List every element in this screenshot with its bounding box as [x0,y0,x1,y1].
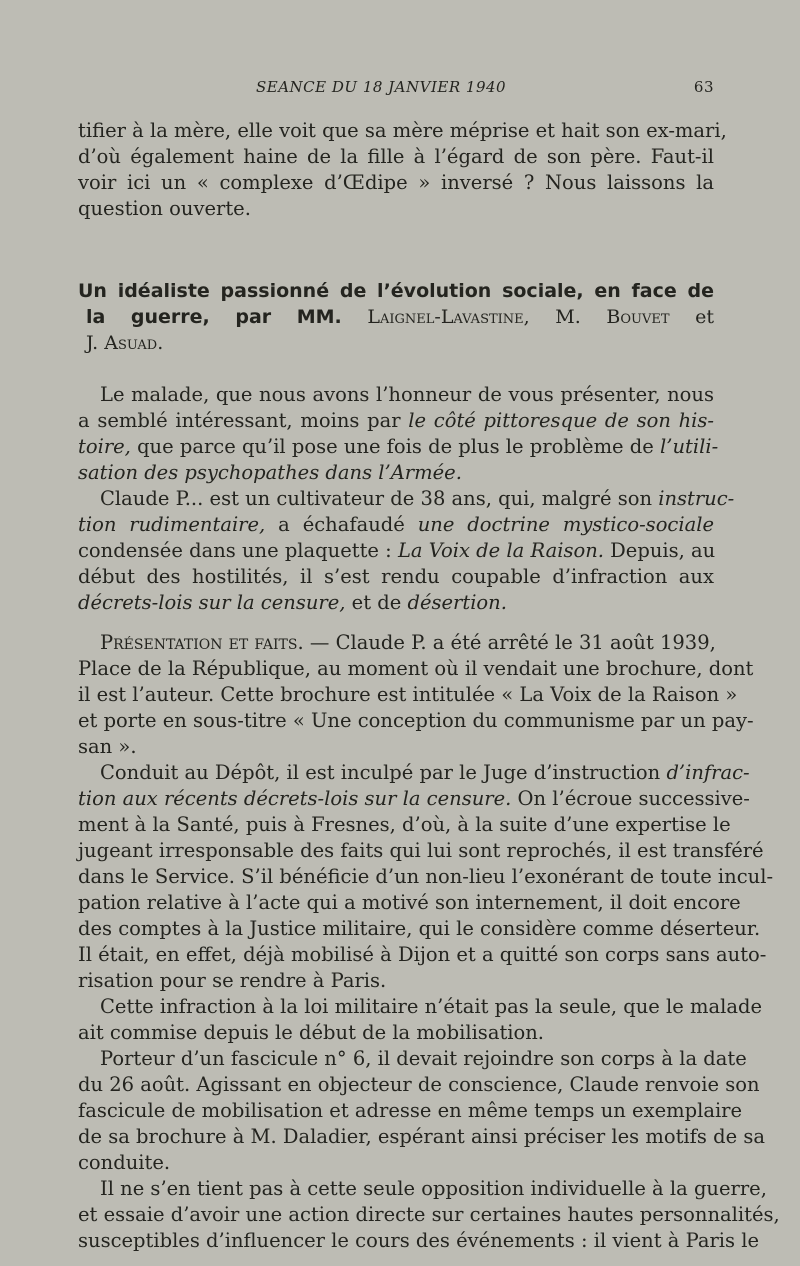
text-line: toire, que parce qu’il pose une fois de plus le problème de l’utili- [78,435,719,458]
running-head-title: SEANCE DU 18 JANVIER 1940 [256,78,507,96]
text-line: a semblé intéressant, moins par le côté pittoresque de son his- [78,409,715,432]
text-line: début des hostilités, il s’est rendu coupable d’infraction aux [78,565,714,588]
text-line: question ouverte. [78,197,251,220]
text-line: ment à la Santé, puis à Fresnes, d’où, à la suite d’une expertise le [78,813,731,836]
text-line: de sa brochure à M. Daladier, espérant ainsi préciser les motifs de sa [78,1125,765,1148]
text-line: il est l’auteur. Cette brochure est intitulée « La Voix de la Raison » [78,683,738,706]
paragraph [78,1176,780,1254]
text-line: dans le Service. S’il bénéficie d’un non-lieu l’exonérant de toute incul- [78,865,774,888]
heading-text: M. [555,306,581,328]
text-line: tion rudimentaire, a échafaudé une doctrine mystico-sociale [78,513,714,536]
page-number: 63 [693,78,714,96]
running-head [78,78,714,100]
text-line: Claude P... est un cultivateur de 38 ans, qui, malgré son instruc- [100,487,735,510]
article-heading [78,278,714,356]
author-name: Laignel-Lavastine, [367,306,530,328]
text-line: risation pour se rendre à Paris. [78,969,387,992]
section-title: Présentation et faits. [100,631,304,654]
text-line: fascicule de mobilisation et adresse en même temps un exemplaire [78,1099,743,1122]
text-line: sation des psychopathes dans l’Armée. [78,461,462,484]
text-line: susceptibles d’influencer le cours des événements : il vient à Paris le [78,1229,760,1252]
text-line: et essaie d’avoir une action directe sur certaines hautes personnalités, [78,1203,780,1226]
text-line: conduite. [78,1151,171,1174]
text-line: tifier à la mère, elle voit que sa mère méprise et hait son ex-mari, [78,119,727,142]
heading-line: Un idéaliste passionné de l’évolution sociale, en face de [78,280,714,302]
text-line: Le malade, que nous avons l’honneur de vous présenter, nous [100,383,714,406]
text-line: Place de la République, au moment où il vendait une brochure, dont [78,657,754,680]
text-line: ait commise depuis le début de la mobilisation. [78,1021,545,1044]
author-name: Bouvet [606,306,670,328]
paragraph [78,760,774,994]
heading-text: et [695,306,714,328]
text-line: condensée dans une plaquette : La Voix de la Raison. Depuis, au [78,539,716,562]
text-line: Porteur d’un fascicule n° 6, il devait rejoindre son corps à la date [100,1047,747,1070]
text-line: tion aux récents décrets-lois sur la censure. On l’écroue successive- [78,787,750,810]
paragraph-continuation [78,118,727,222]
text-line: Présentation et faits. — Claude P. a été arrêté le 31 août 1939, [100,631,716,654]
paragraph [78,630,754,760]
heading-text: la guerre, par MM. [86,306,342,328]
text-line: Cette infraction à la loi militaire n’était pas la seule, que le malade [100,995,763,1018]
text-line: Il était, en effet, déjà mobilisé à Dijon et a quitté son corps sans auto- [78,943,767,966]
text-line: jugeant irresponsable des faits qui lui sont reprochés, il est transféré [78,839,764,862]
text-line: Il ne s’en tient pas à cette seule opposition individuelle à la guerre, [100,1177,767,1200]
paragraph [78,994,763,1046]
text-line: voir ici un « complexe d’Œdipe » inversé ? Nous laissons la [78,171,714,194]
text-line: décrets-lois sur la censure, et de désertion. [78,591,507,614]
text-line: pation relative à l’acte qui a motivé son internement, il doit encore [78,891,741,914]
text-line: et porte en sous-titre « Une conception du communisme par un pay- [78,709,754,732]
text-line: d’où également haine de la fille à l’égard de son père. Faut-il [78,145,714,168]
heading-line [78,304,714,330]
text-line: Conduit au Dépôt, il est inculpé par le Juge d’instruction d’infrac- [100,761,750,784]
paragraph [78,486,735,616]
text-line: san ». [78,735,137,758]
text-line: des comptes à la Justice militaire, qui le considère comme déserteur. [78,917,761,940]
author-name: J. Asuad. [86,332,164,354]
text-line: du 26 août. Agissant en objecteur de conscience, Claude renvoie son [78,1073,760,1096]
paragraph [78,382,719,486]
paragraph [78,1046,765,1176]
